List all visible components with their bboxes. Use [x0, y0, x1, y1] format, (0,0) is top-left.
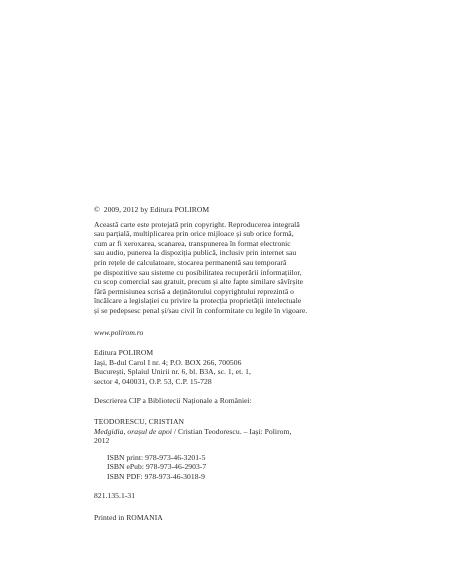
isbn-print: ISBN print: 978-973-46-3201-5 [107, 452, 206, 462]
isbn-epub: ISBN ePub: 978-973-46-2903-7 [107, 462, 207, 472]
printed-in: Printed in ROMANIA [94, 513, 163, 523]
rights-line: pe dispozitive sau sisteme cu posibilitatea recuperării informațiilor, [94, 267, 302, 277]
rights-line: încălcare a legislației cu privire la protecția proprietății intelectuale [94, 296, 302, 306]
rights-line: cum ar fi xeroxarea, scanarea, transpunerea în format electronic [94, 238, 291, 248]
copyright-symbol: © [94, 205, 100, 214]
classification-code: 821.135.1-31 [94, 490, 136, 500]
isbn-list [94, 453, 376, 482]
copyright-text: 2009, 2012 by Editura POLIROM [103, 205, 210, 214]
book-title-line [94, 427, 376, 437]
publisher-website: www.polirom.ro [94, 327, 144, 337]
rights-line: fără permisiunea scrisă a deținătorului copyrightului reprezintă o [94, 286, 295, 296]
isbn-pdf: ISBN PDF: 978-973-46-3018-9 [107, 472, 205, 482]
rights-line: prin rețele de calculatoare, stocarea permanentă sau temporară [94, 257, 287, 267]
publisher-line: Editura POLIROM [94, 348, 154, 358]
publisher-line: București, Splaiul Unirii nr. 6, bl. B3A, sc. 1, et. 1, [94, 367, 251, 377]
author-name: TEODORESCU, CRISTIAN [94, 417, 185, 427]
publisher-line: sector 4, 040031, O.P. 53, C.P. 15-728 [94, 376, 212, 386]
book-title: Medgidia, orașul de apoi [94, 426, 172, 436]
book-imprint: / Cristian Teodorescu. – Iași: Polirom, [171, 426, 292, 436]
rights-line: Această carte este protejată prin copyright. Reproducerea integrală [94, 219, 300, 229]
publication-year: 2012 [94, 436, 110, 446]
cip-heading: Descrierea CIP a Bibliotecii Naționale a României: [94, 395, 252, 405]
publisher-line: Iași, B-dul Carol I nr. 4; P.O. BOX 266, 700506 [94, 357, 242, 367]
copyright-notice [94, 205, 376, 215]
rights-line: sau parțială, multiplicarea prin orice mijloace și sub orice formă, [94, 229, 294, 239]
colophon [94, 205, 376, 523]
rights-line: și se pedepsesc penal și/sau civil în conformitate cu legile în vigoare. [94, 305, 308, 315]
publisher-address [94, 348, 376, 386]
rights-line: cu scop comercial sau gratuit, precum și alte fapte similare săvîrșite [94, 277, 304, 287]
rights-statement [94, 220, 376, 316]
rights-line: sau audio, punerea la dispoziția publică, inclusiv prin internet sau [94, 248, 297, 258]
